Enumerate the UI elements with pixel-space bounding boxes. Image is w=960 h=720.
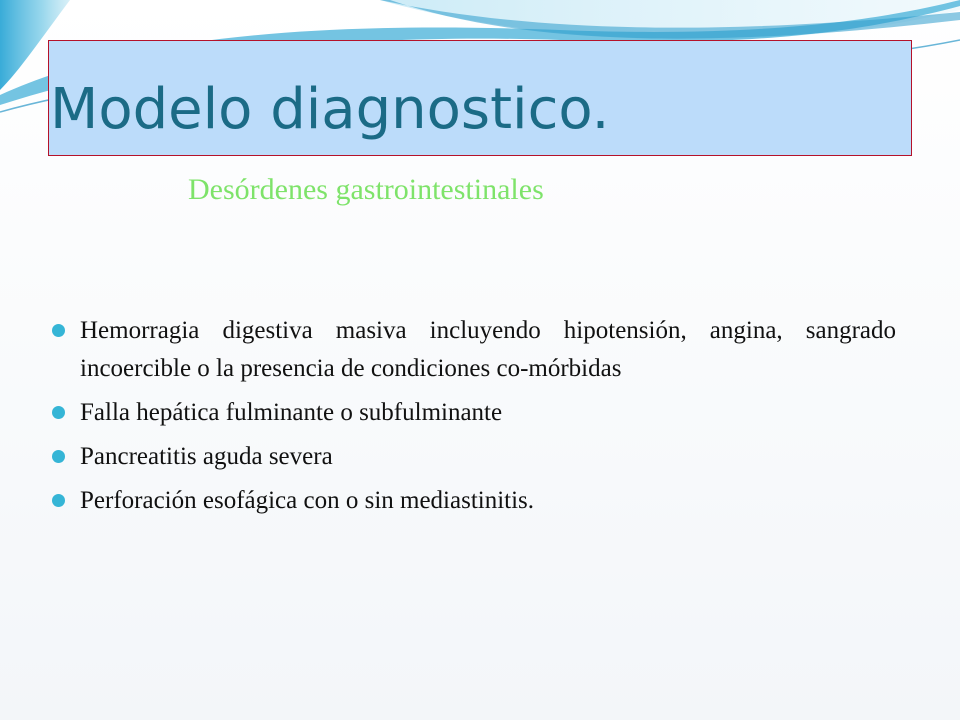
bullet-item (52, 438, 896, 476)
bullet-dot-icon (52, 406, 65, 419)
bullet-item (52, 394, 896, 432)
bullet-dot-icon (52, 450, 65, 463)
bullet-list (52, 312, 896, 526)
bullet-dot-icon (52, 324, 65, 337)
bullet-text: Pancreatitis aguda severa (80, 443, 333, 470)
bullet-dot-icon (52, 494, 65, 507)
bullet-text: Perforación esofágica con o sin mediastinitis. (80, 487, 535, 514)
bullet-text: Hemorragia digestiva masiva incluyendo hipotensión, angina, sangrado incoercible o la presencia de condiciones co-mórbidas (80, 317, 896, 382)
bullet-text: Falla hepática fulminante o subfulminante (80, 399, 503, 426)
bullet-item (52, 312, 896, 388)
bullet-item (52, 482, 896, 520)
slide-subtitle: Desórdenes gastrointestinales (188, 173, 544, 206)
slide-title: Modelo diagnostico. (50, 77, 610, 142)
